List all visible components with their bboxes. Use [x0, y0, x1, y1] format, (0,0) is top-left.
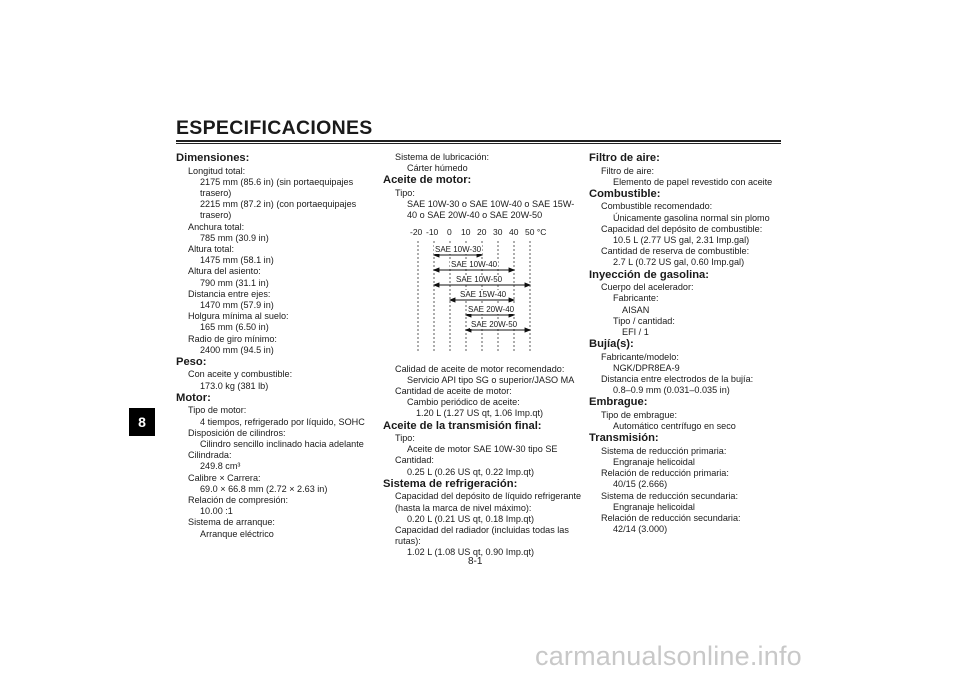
- spec-label: Tipo de embrague:: [601, 409, 677, 420]
- spec-label: Cilindrada:: [188, 450, 232, 461]
- arrow-left-icon: [450, 298, 455, 302]
- spec-value: Elemento de papel revestido con aceite: [613, 176, 773, 187]
- column-3: [589, 152, 789, 535]
- spec-label: Relación de reducción secundaria:: [601, 513, 741, 524]
- spec-value: 1475 mm (58.1 in): [200, 255, 274, 266]
- spec-value: 42/14 (3.000): [613, 524, 668, 535]
- spec-label: Altura total:: [188, 243, 234, 254]
- spec-value: 1470 mm (57.9 in): [200, 299, 274, 310]
- spec-value: 40 o SAE 20W-40 o SAE 20W-50: [407, 210, 543, 221]
- section-heading: Aceite de la transmisión final:: [383, 419, 542, 432]
- column-2: [383, 152, 583, 559]
- arrow-right-icon: [509, 298, 514, 302]
- temp-tick: 10: [461, 226, 471, 237]
- temp-tick: -20: [410, 226, 423, 237]
- arrow-right-icon: [525, 328, 530, 332]
- spec-label: Fabricante:: [613, 293, 659, 304]
- spec-label: Cuerpo del acelerador:: [601, 282, 694, 293]
- temp-tick: -10: [426, 226, 439, 237]
- spec-value: 165 mm (6.50 in): [200, 322, 269, 333]
- spec-value: 249.8 cm³: [200, 461, 241, 472]
- spec-label: Capacidad del radiador (incluidas todas las: [395, 524, 569, 535]
- spec-value: 10.5 L (2.77 US gal, 2.31 Imp.gal): [613, 235, 750, 246]
- temp-tick: 30: [493, 226, 503, 237]
- spec-value: Cárter húmedo: [407, 163, 468, 174]
- section-heading: Embrague:: [589, 396, 648, 409]
- spec-value: Únicamente gasolina normal sin plomo: [613, 212, 770, 223]
- spec-label: (hasta la marca de nivel máximo):: [395, 502, 532, 513]
- oil-grade-label: SAE 20W-50: [471, 319, 518, 329]
- oil-grade-label: SAE 20W-40: [468, 304, 515, 314]
- spec-value: trasero): [200, 187, 232, 198]
- spec-value: Aceite de motor SAE 10W-30 tipo SE: [407, 444, 558, 455]
- section-heading: Inyección de gasolina:: [589, 268, 709, 281]
- spec-label: Capacidad del depósito de combustible:: [601, 223, 763, 234]
- spec-label: Relación de compresión:: [188, 494, 289, 505]
- temp-tick: 0: [447, 226, 452, 237]
- oil-grade-label: SAE 10W-50: [456, 274, 503, 284]
- oil-grade-label: SAE 10W-40: [451, 259, 498, 269]
- spec-value: Automático centrífugo en seco: [613, 421, 736, 432]
- temp-tick: 40: [509, 226, 519, 237]
- spec-label: Distancia entre ejes:: [188, 288, 271, 299]
- section-heading: Bujía(s):: [589, 338, 634, 351]
- spec-label: Calidad de aceite de motor recomendado:: [395, 363, 565, 374]
- page-title: ESPECIFICACIONES: [176, 117, 373, 139]
- arrow-left-icon: [434, 283, 439, 287]
- section-heading: Peso:: [176, 355, 207, 368]
- spec-value: 40/15 (2.666): [613, 479, 668, 490]
- temp-tick: 20: [477, 226, 487, 237]
- spec-value: 2400 mm (94.5 in): [200, 344, 274, 355]
- spec-label: Combustible recomendado:: [601, 201, 713, 212]
- spec-value: 0.25 L (0.26 US qt, 0.22 Imp.qt): [407, 466, 535, 477]
- spec-label: Cantidad de reserva de combustible:: [601, 246, 750, 257]
- spec-label: Cantidad:: [395, 455, 434, 466]
- section-heading: Aceite de motor:: [383, 174, 472, 187]
- spec-label: Altura del asiento:: [188, 266, 261, 277]
- column-1: [176, 152, 366, 540]
- spec-value: Engranaje helicoidal: [613, 457, 695, 468]
- spec-label: rutas):: [395, 536, 421, 547]
- spec-value: Servicio API tipo SG o superior/JASO MA: [407, 374, 575, 385]
- spec-value: 2.7 L (0.72 US gal, 0.60 Imp.gal): [613, 257, 745, 268]
- spec-label: Calibre × Carrera:: [188, 472, 261, 483]
- spec-label: Con aceite y combustible:: [188, 369, 293, 380]
- spec-value: trasero): [200, 210, 232, 221]
- spec-label: Tipo / cantidad:: [613, 315, 675, 326]
- spec-value: SAE 10W-30 o SAE 10W-40 o SAE 15W-: [407, 199, 575, 210]
- spec-label: Sistema de reducción primaria:: [601, 445, 727, 456]
- spec-value: 790 mm (31.1 in): [200, 277, 269, 288]
- section-heading: Sistema de refrigeración:: [383, 477, 518, 490]
- spec-value: 0.20 L (0.21 US qt, 0.18 Imp.qt): [407, 513, 535, 524]
- spec-label: Relación de reducción primaria:: [601, 468, 729, 479]
- spec-value: Engranaje helicoidal: [613, 501, 695, 512]
- spec-label: Tipo de motor:: [188, 405, 247, 416]
- section-heading: Motor:: [176, 391, 211, 404]
- section-heading: Transmisión:: [589, 432, 659, 445]
- spec-label: Sistema de reducción secundaria:: [601, 490, 738, 501]
- spec-value: 1.20 L (1.27 US qt, 1.06 Imp.qt): [416, 408, 544, 419]
- spec-label: Disposición de cilindros:: [188, 427, 286, 438]
- spec-label: Fabricante/modelo:: [601, 351, 679, 362]
- spec-value: EFI / 1: [622, 326, 649, 337]
- spec-label: Distancia entre electrodos de la bujía:: [601, 374, 754, 385]
- spec-value: 4 tiempos, refrigerado por líquido, SOHC: [200, 416, 365, 427]
- spec-label: Radio de giro mínimo:: [188, 333, 277, 344]
- spec-value: Cilindro sencillo inclinado hacia adelante: [200, 438, 364, 449]
- spec-label: Tipo:: [395, 187, 415, 198]
- spec-value: NGK/DPR8EA-9: [613, 362, 680, 373]
- spec-label: Sistema de lubricación:: [395, 152, 490, 162]
- spec-label: Tipo:: [395, 433, 415, 444]
- spec-value: 785 mm (30.9 in): [200, 232, 269, 243]
- spec-value: AISAN: [622, 304, 650, 315]
- chapter-tab: 8: [129, 408, 155, 436]
- spec-value: 1.02 L (1.08 US qt, 0.90 Imp.qt): [407, 547, 535, 558]
- spec-label: Sistema de arranque:: [188, 517, 275, 528]
- oil-grade-label: SAE 15W-40: [460, 289, 507, 299]
- spec-label: Capacidad del depósito de líquido refrigerante: [395, 491, 582, 502]
- oil-grade-label: SAE 10W-30: [435, 244, 482, 254]
- spec-value: 173.0 kg (381 lb): [200, 380, 269, 391]
- arrow-left-icon: [434, 268, 439, 272]
- spec-label: Cambio periódico de aceite:: [407, 397, 520, 408]
- arrow-right-icon: [525, 283, 530, 287]
- spec-label: Anchura total:: [188, 221, 245, 232]
- page-number: 8-1: [468, 556, 483, 567]
- spec-value: 69.0 × 66.8 mm (2.72 × 2.63 in): [200, 483, 328, 494]
- arrow-right-icon: [509, 268, 514, 272]
- spec-label: Filtro de aire:: [601, 165, 655, 176]
- spec-value: Arranque eléctrico: [200, 528, 274, 539]
- oil-viscosity-chart: [383, 225, 583, 362]
- spec-label: Cantidad de aceite de motor:: [395, 385, 512, 396]
- spec-value: 2175 mm (85.6 in) (sin portaequipajes: [200, 176, 354, 187]
- section-heading: Combustible:: [589, 187, 661, 200]
- section-heading: Filtro de aire:: [589, 152, 660, 164]
- spec-label: Holgura mínima al suelo:: [188, 311, 289, 322]
- section-heading: Dimensiones:: [176, 152, 250, 164]
- spec-value: 0.8–0.9 mm (0.031–0.035 in): [613, 385, 730, 396]
- title-rule: [176, 140, 781, 142]
- spec-value: 2215 mm (87.2 in) (con portaequipajes: [200, 199, 357, 210]
- title-rule-thin: [176, 143, 781, 144]
- watermark: carmanualsonline.info: [535, 641, 802, 671]
- spec-value: 10.00 :1: [200, 506, 233, 517]
- spec-label: Longitud total:: [188, 165, 246, 176]
- temp-tick: 50 °C: [525, 226, 547, 237]
